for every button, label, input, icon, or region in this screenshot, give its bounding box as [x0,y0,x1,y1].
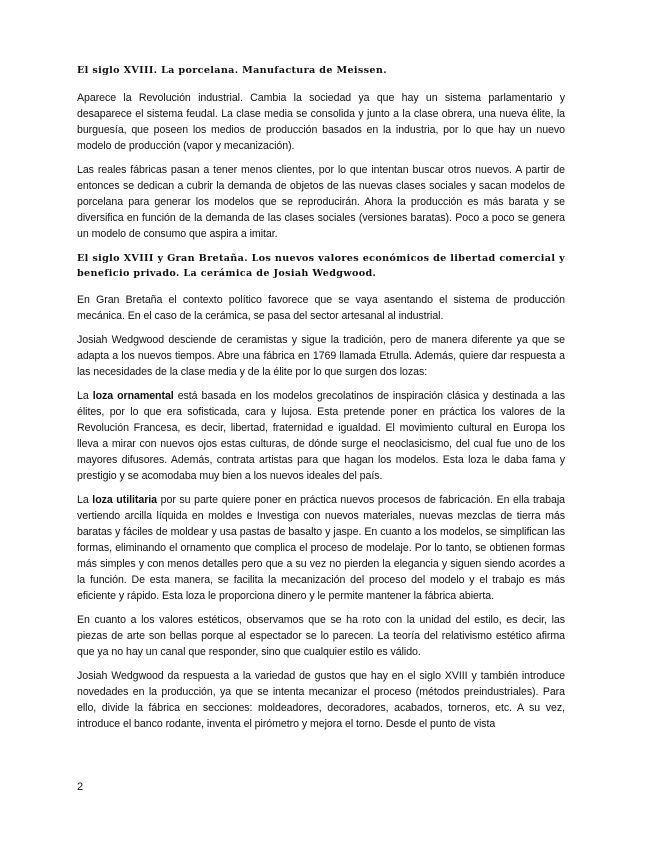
paragraph-josiah-wedgwood: Josiah Wedgwood desciende de ceramistas y sigue la tradición, pero de manera diferente ya que se adapta a los nuevos tiempos. Abre una fábrica en 1769 llamada Etrulla. Además, quiere dar respuesta a las necesidades de la clase media y de la élite por lo que surgen dos lozas: [77,334,565,378]
paragraph-gran-bretana: En Gran Bretaña el contexto político favorece que se vaya asentando el sistema de producción mecánica. En el caso de la cerámica, se pasa del sector artesanal al industrial. [77,293,565,322]
paragraph-reales-fabricas: Las reales fábricas pasan a tener menos clientes, por lo que intentan buscar otros nuevos. A partir de entonces se dedican a cubrir la demanda de objetos de las nuevas clases sociales y sacan modelos de porcelana para generar los modelos que se reproducirán. Ahora la producción es más barata y se diversifica en función de la demanda de las clases sociales (versiones baratas). Poco a poco se genera un modelo de consumo que aspira a imitar. [77,164,565,240]
section-heading-meissen: El siglo XVIII. La porcelana. Manufactura de Meissen. [77,65,387,76]
paragraph-variedad-gustos: Josiah Wedgwood da respuesta a la variedad de gustos que hay en el siglo XVIII y también introduce novedades en la producción, ya que se intenta mecanizar el proceso (métodos preindustriales). Para ello, divide la fábrica en secciones: moldeadores, decoradores, acabados, torneros, etc. A su vez, introduce el banco rodante, inventa el pirómetro y mejora el torno. Desde el punto de vista [77,669,565,730]
paragraph-loza-ornamental [77,389,565,484]
page-number: 2 [77,781,84,793]
paragraph-body: por su parte quiere poner en práctica nuevos procesos de fabricación. En ella trabaja vertiendo arcilla líquida en moldes e Investiga con nuevos materiales, nuevas mezclas de tierra más baratas y fáciles de moldear y usa pastas de basalto y jaspe. En cuanto a los modelos, se simplifican las formas, eliminando el ornamento que complica el proceso de modelaje. Por lo tanto, se obtienen formas más simples y con menos detalles pero que a su vez no pierden la elegancia y siguen siendo acordes a la función. De esta manera, se facilita la mecanización del proceso del modelo y el trabajo es más eficiente y rápido. Esta loza le proporciona dinero y le permite mantener la fábrica abierta. [77,494,565,602]
section-heading-wedgwood: El siglo XVIII y Gran Bretaña. Los nuevos valores económicos de libertad comercial y beneficio privado. La cerámica de Josiah Wedgwood. [77,252,565,279]
paragraph-valores-esteticos: En cuanto a los valores estéticos, observamos que se ha roto con la unidad del estilo, es decir, las piezas de arte son bellas porque al espectador se lo parecen. La teoría del relativismo estético afirma que ya no hay un canal que responder, sino que cualquier estilo es válido. [77,613,565,658]
paragraph-body: está basada en los modelos grecolatinos de inspiración clásica y destinada a las élites, por lo que era sofisticada, cara y lujosa. Esta pretende poner en práctica los valores de la Revolución Francesa, es decir, libertad, fraternidad e igualdad. El movimiento cultural en Europa los lleva a mirar con nuevos ojos estas culturas, de dónde surge el neoclasicismo, del cual fue uno de los mayores difusores. Además, contrata artistas para que hagan los modelos. Esta loza le daba fama y prestigio y se acomodaba muy bien a los nuevos ideales del país. [77,390,566,482]
paragraph-lead: La [77,390,93,403]
paragraph-loza-utilitaria [77,493,565,604]
term-loza-ornamental: loza ornamental [92,390,174,403]
term-loza-utilitaria: loza utilitaria [92,494,158,507]
page-content [77,63,565,741]
paragraph-revolucion-industrial: Aparece la Revolución industrial. Cambia la sociedad ya que hay un sistema parlamentario y desaparece el sistema feudal. La clase media se consolida y junto a la clase obrera, una nueva élite, la burguesía, que poseen los medios de producción basados en la industria, por lo que hay un nuevo modelo de producción (vapor y mecanización). [77,92,565,152]
paragraph-lead: La [77,494,93,507]
